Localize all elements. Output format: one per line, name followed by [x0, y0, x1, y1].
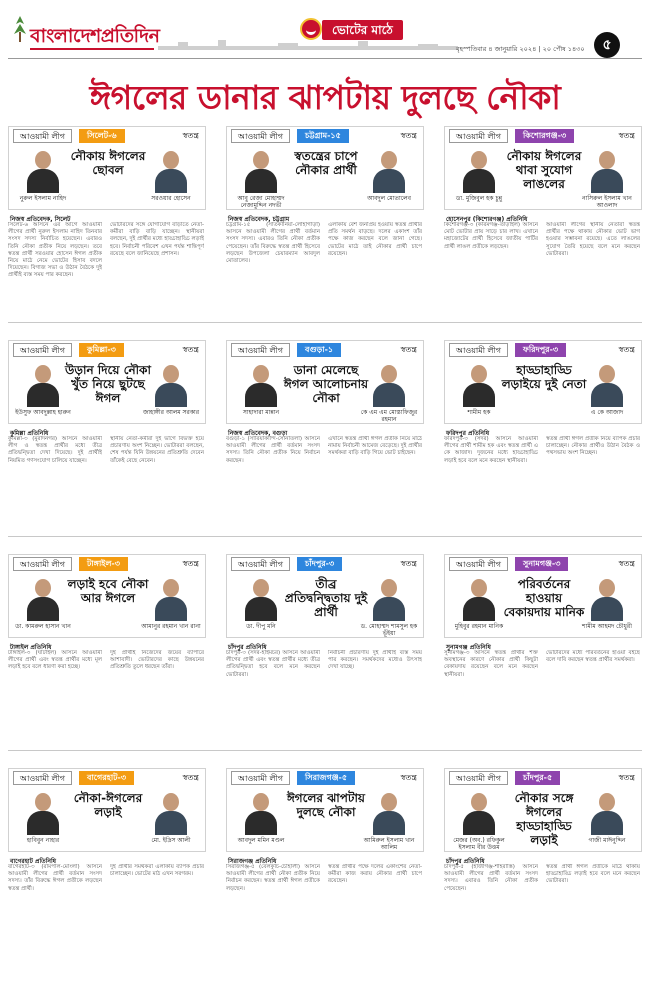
party-label: আওয়ামী লীগ — [449, 557, 508, 571]
candidate-photo-left — [459, 145, 499, 193]
party-label: আওয়ামী লীগ — [231, 771, 290, 785]
candidate-name-right: সরওয়ার হোসেন — [151, 195, 191, 202]
story-byline: হোসেনপুর (কিশোরগঞ্জ) প্রতিনিধি — [446, 216, 528, 223]
portrait-shape — [253, 365, 269, 383]
portrait-shape — [373, 811, 405, 835]
story-title[interactable]: নৌকায় ঈগলের থাবা সুযোগ লাঙলের — [506, 149, 582, 191]
story-card[interactable] — [226, 340, 424, 548]
portrait-shape — [599, 151, 615, 169]
row-divider — [8, 750, 642, 751]
story-title[interactable]: নৌকার সঙ্গে ঈগলের হাড্ডাহাড্ডি লড়াই — [514, 791, 574, 847]
candidate-photo-right — [369, 787, 409, 835]
portrait-shape — [163, 793, 179, 811]
portrait-shape — [471, 793, 487, 811]
story-text: স্বতন্ত্র প্রার্থী ঈগল প্রতীকে মাঠে থাকায় হাড্ডাহাড্ডি লড়াই হবে বলে মনে করছেন ভোটাররা। — [546, 864, 640, 885]
story-text: এলাকায় বেশ জনপ্রিয় হওয়ায় স্বতন্ত্র প্রার্থীর প্রতি সমর্থন বাড়ছে। দলের একাংশ তাঁর পক্ষে কাজ করছেন বলে জানা গেছে। ভোটের মাঠে তাই নৌকার প্রার্থী চাপে রয়েছেন। — [328, 222, 422, 257]
candidate-name-left: মুহিবুর রহমান মানিক — [454, 623, 504, 630]
candidate-photo-right — [369, 359, 409, 407]
portrait-shape — [471, 365, 487, 383]
story-text-column-2 — [546, 222, 640, 332]
candidate-photo-left — [459, 359, 499, 407]
independent-label: স্বতন্ত্র — [182, 345, 199, 354]
portrait-shape — [463, 811, 495, 835]
row-divider — [8, 536, 642, 537]
candidate-photo-left — [23, 573, 63, 621]
election-emblem-icon — [300, 18, 322, 40]
story-byline: নিজস্ব প্রতিবেদক, চট্টগ্রাম — [228, 216, 290, 223]
party-label: আওয়ামী লীগ — [231, 343, 290, 357]
story-text: চট্টগ্রাম-১৫ (সাতকানিয়া-লোহাগাড়া) আসনে আওয়ামী লীগের প্রার্থী বর্তমান সংসদ সদস্য। এবারও তিনি নৌকা প্রতীক পেয়েছেন। তাঁর বিরুদ্ধে স্বতন্ত্র প্রার্থী হিসেবে লড়ছেন উপজেলা চেয়ারম্যান আবদুল মোতালেব। — [226, 222, 320, 265]
portrait-shape — [381, 793, 397, 811]
portrait-shape — [155, 169, 187, 193]
story-title[interactable]: নৌকা-ঈগলের লড়াই — [73, 791, 143, 819]
candidate-name-right: গাজী মাঈনুদ্দিন — [588, 837, 626, 844]
party-label: আওয়ামী লীগ — [231, 557, 290, 571]
candidate-photo-left — [459, 573, 499, 621]
candidate-name-right: শামীম আহমদ চৌধুরী — [582, 623, 632, 630]
story-title[interactable]: লড়াই হবে নৌকা আর ঈগলে — [67, 577, 149, 605]
story-byline: কুমিল্লা প্রতিনিধি — [10, 430, 49, 437]
constituency-tag: কুমিল্লা-৩ — [79, 343, 124, 357]
portrait-shape — [35, 793, 51, 811]
candidate-photo-right — [587, 359, 627, 407]
portrait-shape — [591, 597, 623, 621]
portrait-shape — [381, 365, 397, 383]
story-text: এখানে স্বতন্ত্র প্রার্থী ঈগল প্রতীক নিয়ে মাঠে নামায় নির্বাচনী আমেজ বেড়েছে। দুই প্রার্থীর সমর্থকরা বাড়ি বাড়ি গিয়ে ভোট চাইছেন। — [328, 436, 422, 457]
story-text: স্বতন্ত্র প্রার্থী ঈগল প্রতীক নিয়ে ব্যাপক প্রচার চালাচ্ছেন। নৌকার প্রার্থীও উঠান বৈঠক ও পথসভায় অংশ নিচ্ছেন। — [546, 436, 640, 457]
portrait-shape — [591, 811, 623, 835]
portrait-shape — [471, 151, 487, 169]
party-label: আওয়ামী লীগ — [449, 343, 508, 357]
candidate-name-left: আবু রেজা মোহাম্মদ নেজামুদ্দিন নদভী — [237, 195, 285, 209]
story-text: সুনামগঞ্জ-৩ আসনে স্বতন্ত্র প্রার্থীর শক্ত অবস্থানের কারণে নৌকার প্রার্থী কিছুটা বেকায়দায় রয়েছেন বলে মনে করছেন স্থানীয়রা। — [444, 650, 538, 678]
portrait-shape — [591, 383, 623, 407]
story-title[interactable]: তীব্র প্রতিদ্বন্দ্বিতায় দুই প্রার্থী — [284, 577, 368, 619]
independent-label: স্বতন্ত্র — [400, 131, 417, 140]
candidate-name-left: ডা. দীপু মনি — [246, 623, 276, 630]
candidate-name-right: মো. ইদ্রিস আলী — [151, 837, 191, 844]
portrait-shape — [381, 151, 397, 169]
story-text-column-1 — [8, 222, 102, 332]
story-text: দুই প্রার্থীর সমর্থকরা এলাকায় ব্যাপক প্রচার চালাচ্ছেন। ভোটের মাঠ এখন সরগরম। — [110, 864, 204, 878]
story-byline: টাঙ্গাইল প্রতিনিধি — [10, 644, 52, 651]
card-header-frame — [444, 554, 642, 638]
independent-label: স্বতন্ত্র — [182, 559, 199, 568]
portrait-shape — [35, 579, 51, 597]
candidate-photo-left — [23, 145, 63, 193]
candidate-photo-left — [241, 359, 281, 407]
candidate-photo-right — [587, 145, 627, 193]
portrait-shape — [163, 151, 179, 169]
independent-label: স্বতন্ত্র — [400, 773, 417, 782]
portrait-shape — [471, 579, 487, 597]
story-text-column-2 — [328, 864, 422, 974]
story-text: চাঁদপুর-৫ (হাজীগঞ্জ-শাহরাস্তি) আসনে আওয়ামী লীগের প্রার্থী বর্তমান সংসদ সদস্য। এবারও তিনি নৌকা প্রতীক পেয়েছেন। — [444, 864, 538, 892]
candidate-name-right: নাসিরুল ইসলাম খান আওলাদ — [582, 195, 632, 209]
brand-name-part2: প্রতিদিন — [100, 25, 160, 47]
story-text: নির্বাচনী প্রচারণায় দুই প্রার্থীই ব্যস্ত সময় পার করছেন। সমর্থকদের মধ্যেও উৎসাহ দেখা যাচ্ছে। — [328, 650, 422, 671]
story-text: সিরাজগঞ্জ-৫ (বেলকুচি-চৌহালী) আসনে আওয়ামী লীগের প্রার্থী নৌকা প্রতীক নিয়ে নির্বাচন করছেন। স্বতন্ত্র প্রার্থী ঈগল প্রতীকে লড়ছেন। — [226, 864, 320, 892]
independent-label: স্বতন্ত্র — [182, 131, 199, 140]
candidate-name-right: আবদুল মোতালেব — [367, 195, 411, 202]
portrait-shape — [245, 597, 277, 621]
story-byline: চাঁদপুর প্রতিনিধি — [228, 644, 267, 651]
candidate-name-left: মেজর (অব.) রফিকুল ইসলাম বীর উত্তম — [453, 837, 505, 851]
story-text-column-1 — [226, 222, 320, 332]
portrait-shape — [373, 383, 405, 407]
portrait-shape — [381, 579, 397, 597]
candidate-name-left: ডা. মুজিবুল হক চুন্নু — [455, 195, 503, 202]
candidate-photo-right — [151, 787, 191, 835]
card-header-frame — [226, 554, 424, 638]
constituency-tag: চট্টগ্রাম-১৫ — [297, 129, 349, 143]
portrait-shape — [373, 169, 405, 193]
portrait-shape — [463, 597, 495, 621]
card-header-frame — [226, 768, 424, 852]
constituency-tag: বাগেরহাট-৩ — [79, 771, 134, 785]
story-card[interactable] — [8, 340, 206, 548]
story-card[interactable] — [226, 554, 424, 762]
card-header-frame — [444, 126, 642, 210]
candidate-photo-left — [23, 787, 63, 835]
independent-label: স্বতন্ত্র — [182, 773, 199, 782]
story-text-column-2 — [546, 650, 640, 760]
portrait-shape — [591, 169, 623, 193]
portrait-shape — [599, 793, 615, 811]
portrait-shape — [245, 383, 277, 407]
candidate-photo-right — [587, 787, 627, 835]
story-text-column-1 — [8, 864, 102, 974]
story-byline: ফরিদপুর প্রতিনিধি — [446, 430, 490, 437]
story-card[interactable] — [444, 126, 642, 334]
constituency-tag: সিরাজগঞ্জ-৫ — [297, 771, 355, 785]
portrait-shape — [35, 365, 51, 383]
story-text-column-2 — [546, 864, 640, 974]
independent-label: স্বতন্ত্র — [618, 773, 635, 782]
story-title[interactable]: উড়ান দিয়ে নৌকা খুঁত নিয়ে ছুটছে ঈগল — [65, 363, 151, 405]
story-text-column-2 — [328, 436, 422, 546]
constituency-tag: ফরিদপুর-৩ — [515, 343, 566, 357]
constituency-tag: কিশোরগঞ্জ-৩ — [515, 129, 574, 143]
brand-underline — [30, 48, 154, 50]
story-text: ফরিদপুর-৩ (সদর) আসনে আওয়ামী লীগের প্রার্থী শামীম হক এবং স্বতন্ত্র প্রার্থী এ কে আজাদ। দুজনের মধ্যে হাড্ডাহাড্ডি লড়াই হবে বলে মনে করছেন স্থানীয়রা। — [444, 436, 538, 464]
candidate-name-left: নুরুল ইসলাম নাহিদ — [19, 195, 67, 202]
masthead-divider — [8, 58, 642, 59]
portrait-shape — [155, 811, 187, 835]
candidate-name-left: আবদুল মমিন মণ্ডল — [237, 837, 285, 844]
story-text-column-2 — [110, 650, 204, 760]
story-text-column-2 — [110, 864, 204, 974]
constituency-tag: বগুড়া-১ — [297, 343, 341, 357]
portrait-shape — [253, 579, 269, 597]
constituency-tag: সুনামগঞ্জ-৩ — [515, 557, 568, 571]
story-card[interactable] — [8, 554, 206, 762]
independent-label: স্বতন্ত্র — [400, 345, 417, 354]
story-text-column-1 — [8, 650, 102, 760]
story-card[interactable] — [226, 126, 424, 334]
story-byline: সিরাজগঞ্জ প্রতিনিধি — [228, 858, 277, 865]
story-text-column-1 — [8, 436, 102, 546]
candidate-name-left: শামীম হক — [467, 409, 491, 416]
story-text: ভোটারদের মধ্যে পরিবর্তনের হাওয়া বইছে বলে দাবি করছেন স্বতন্ত্র প্রার্থীর সমর্থকরা। — [546, 650, 640, 664]
dateline: বৃহস্পতিবার ৪ জানুয়ারি ২০২৪ | ২০ পৌষ ১৪৩০ — [456, 45, 585, 53]
candidate-photo-right — [151, 359, 191, 407]
story-text-column-1 — [226, 436, 320, 546]
card-header-frame — [226, 126, 424, 210]
portrait-shape — [253, 793, 269, 811]
portrait-shape — [27, 811, 59, 835]
independent-label: স্বতন্ত্র — [400, 559, 417, 568]
story-text-column-1 — [444, 864, 538, 974]
candidate-photo-right — [369, 573, 409, 621]
portrait-shape — [27, 169, 59, 193]
card-header-frame — [226, 340, 424, 424]
story-text: বগুড়া-১ (সারিয়াকান্দি-সোনাতলা) আসনে আওয়ামী লীগের প্রার্থী বর্তমান সংসদ সদস্য। তিনি নৌকা প্রতীক নিয়ে নির্বাচন করছেন। — [226, 436, 320, 464]
independent-label: স্বতন্ত্র — [618, 559, 635, 568]
candidate-name-right: কে এম এম মোস্তাফিজুর রহমান — [360, 409, 418, 423]
independent-label: স্বতন্ত্র — [618, 131, 635, 140]
story-text-column-1 — [444, 436, 538, 546]
story-text: চাঁদপুর-৩ (সদর-হাইমচর) আসনে আওয়ামী লীগের প্রার্থী এবং স্বতন্ত্র প্রার্থীর মধ্যে তীব্র প্রতিদ্বন্দ্বিতা হবে বলে মনে করছেন ভোটাররা। — [226, 650, 320, 678]
candidate-name-right: আমিরুল ইসলাম খান আলিম — [363, 837, 415, 851]
story-text-column-2 — [328, 222, 422, 332]
independent-label: স্বতন্ত্র — [618, 345, 635, 354]
story-text: ভোটারদের সঙ্গে যোগাযোগ বাড়াতে নেতা-কর্মীরা বাড়ি বাড়ি যাচ্ছেন। স্থানীয়রা বলছেন, দুই প্রার্থীর মধ্যে হাড্ডাহাড্ডি লড়াই হবে। নির্বাচনী পরিবেশ এখন পর্যন্ত শান্তিপূর্ণ রয়েছে বলে জানিয়েছে প্রশাসন। — [110, 222, 204, 257]
candidate-photo-left — [23, 359, 63, 407]
candidate-name-right: আমানুর রহমান খান রানা — [141, 623, 201, 630]
card-header-frame — [8, 126, 206, 210]
party-label: আওয়ামী লীগ — [449, 129, 508, 143]
portrait-shape — [163, 365, 179, 383]
story-text-column-1 — [226, 864, 320, 974]
story-title[interactable]: স্বতন্ত্রের চাপে নৌকার প্রার্থী — [294, 149, 358, 177]
candidate-photo-right — [369, 145, 409, 193]
constituency-tag: চাঁদপুর-৫ — [515, 771, 560, 785]
candidate-photo-right — [151, 145, 191, 193]
candidate-photo-left — [241, 145, 281, 193]
story-text-column-2 — [546, 436, 640, 546]
candidate-photo-left — [241, 573, 281, 621]
portrait-shape — [245, 811, 277, 835]
brand-name-part1: বাংলাদেশ — [30, 25, 101, 47]
card-header-frame — [444, 768, 642, 852]
main-headline: ঈগলের ডানার ঝাপটায় দুলছে নৌকা — [89, 78, 561, 117]
candidate-name-left: ইউসুফ আবদুল্লাহ হারুন — [15, 409, 71, 416]
story-card[interactable] — [444, 768, 642, 976]
portrait-shape — [155, 383, 187, 407]
candidate-photo-left — [459, 787, 499, 835]
story-card[interactable] — [226, 768, 424, 976]
party-label: আওয়ামী লীগ — [13, 557, 72, 571]
portrait-shape — [599, 365, 615, 383]
party-label: আওয়ামী লীগ — [231, 129, 290, 143]
story-text: বাগেরহাট-৩ (রামপাল-মোংলা) আসনে আওয়ামী লীগের প্রার্থী বর্তমান সংসদ সদস্য। তাঁর বিরুদ্ধে ঈগল প্রতীকে লড়ছেন স্বতন্ত্র প্রার্থী। — [8, 864, 102, 892]
story-title[interactable]: হাড্ডাহাড্ডি লড়াইয়ে দুই নেতা — [501, 363, 587, 391]
story-card[interactable] — [8, 768, 206, 976]
story-byline: নিজস্ব প্রতিবেদক, বগুড়া — [228, 430, 288, 437]
story-text: টাঙ্গাইল-৩ (ঘাটাইল) আসনে আওয়ামী লীগের প্রার্থী এবং স্বতন্ত্র প্রার্থীর মধ্যে মূল লড়াই হবে বলে ধারণা করা হচ্ছে। — [8, 650, 102, 671]
story-text-column-1 — [444, 650, 538, 760]
card-header-frame — [8, 768, 206, 852]
portrait-shape — [463, 383, 495, 407]
party-label: আওয়ামী লীগ — [13, 771, 72, 785]
story-title[interactable]: ঈগলের ঝাপটায় দুলছে নৌকা — [286, 791, 366, 819]
portrait-shape — [27, 597, 59, 621]
candidate-photo-right — [587, 573, 627, 621]
story-text-column-1 — [444, 222, 538, 332]
section-banner: ভোটের মাঠে — [322, 20, 403, 40]
candidate-name-right: এ কে আজাদ — [590, 409, 624, 416]
portrait-shape — [463, 169, 495, 193]
party-label: আওয়ামী লীগ — [13, 129, 72, 143]
story-title[interactable]: নৌকায় ঈগলের ছোবল — [70, 149, 146, 177]
story-card[interactable] — [8, 126, 206, 334]
story-byline: বাগেরহাট প্রতিনিধি — [10, 858, 57, 865]
constituency-tag: সিলেট-৬ — [79, 129, 125, 143]
candidate-name-left: ডা. কামরুল হাসান খান — [15, 623, 71, 630]
candidate-name-right: জাহাঙ্গীর আলম সরকার — [142, 409, 200, 416]
portrait-shape — [163, 579, 179, 597]
story-text: কিশোরগঞ্জ-৩ (করিমগঞ্জ-তাড়াইল) আসনে মোট ভোটার প্রায় সাড়ে চার লাখ। এখানে মহাজোটের প্রার্থী হিসেবে জাতীয় পার্টির প্রার্থী লাঙল প্রতীকে লড়ছেন। — [444, 222, 538, 250]
story-byline: সুনামগঞ্জ প্রতিনিধি — [446, 644, 491, 651]
portrait-shape — [245, 169, 277, 193]
row-divider — [8, 322, 642, 323]
candidate-name-left: হাবিবুন নাহার — [26, 837, 60, 844]
portrait-shape — [155, 597, 187, 621]
portrait-shape — [599, 579, 615, 597]
story-byline: নিজস্ব প্রতিবেদক, সিলেট — [10, 216, 71, 223]
story-text: সিলেট-৬ আসনে এর আগে আওয়ামী লীগের প্রার্থী নুরুল ইসলাম নাহিদ তিনবার সংসদ সদস্য নির্বাচিত হয়েছেন। এবারও তিনি নৌকা প্রতীক নিয়ে লড়ছেন। তবে স্বতন্ত্র প্রার্থী সরওয়ার হোসেন ঈগল প্রতীক নিয়ে মাঠে নেমে ভোটের হিসাব বদলে দিয়েছেন। বিগাজ সভা ও উঠান বৈঠকে দুই প্রার্থীই ব্যস্ত সময় পার করছেন। — [8, 222, 102, 279]
story-text-column-2 — [110, 436, 204, 546]
candidate-name-left: সাহাদারা মান্নান — [242, 409, 280, 416]
card-header-frame — [8, 340, 206, 424]
story-text-column-2 — [110, 222, 204, 332]
candidate-photo-left — [241, 787, 281, 835]
portrait-shape — [27, 383, 59, 407]
story-title[interactable]: পরিবর্তনের হাওয়ায় বেকায়দায় মানিক — [503, 577, 585, 619]
story-card[interactable] — [444, 340, 642, 548]
portrait-shape — [373, 597, 405, 621]
story-card[interactable] — [444, 554, 642, 762]
card-header-frame — [444, 340, 642, 424]
card-header-frame — [8, 554, 206, 638]
story-text: কুমিল্লা-৩ (মুরাদনগর) আসনে আওয়ামী লীগ ও স্বতন্ত্র প্রার্থীর মধ্যে তীব্র প্রতিদ্বন্দ্বিতা দেখা দিয়েছে। দুই প্রার্থীই নিয়মিত গণসংযোগ চালিয়ে যাচ্ছেন। — [8, 436, 102, 464]
portrait-shape — [35, 151, 51, 169]
story-text: আওয়ামী লীগের স্থানীয় নেতারা স্বতন্ত্র প্রার্থীর পক্ষে থাকায় নৌকার ভোট ভাগ হওয়ার সম্ভাবনা রয়েছে। এতে লাঙলের সুযোগ তৈরি হয়েছে বলে মনে করছেন ভোটাররা। — [546, 222, 640, 257]
story-text: দুই প্রার্থীই নিজেদের জয়ের ব্যাপারে আশাবাদী। ভোটারদের কাছে উন্নয়নের প্রতিশ্রুতি তুলে ধরছেন তাঁরা। — [110, 650, 204, 671]
masthead — [8, 8, 642, 60]
story-text-column-1 — [226, 650, 320, 760]
story-title[interactable]: ডানা মেলেছে ঈগল আলোচনায় নৌকা — [283, 363, 369, 405]
candidate-photo-right — [151, 573, 191, 621]
portrait-shape — [253, 151, 269, 169]
story-text: স্থানীয় নেতা-কর্মীরা দুই ভাগে বিভক্ত হয়ে প্রচারণায় অংশ নিচ্ছেন। ভোটাররা বলছেন, শেষ পর্যন্ত যিনি উন্নয়নের প্রতিশ্রুতি দেবেন তাঁকেই বেছে নেবেন। — [110, 436, 204, 464]
story-text: স্বতন্ত্র প্রার্থীর পক্ষে দলের একাংশের নেতা-কর্মীরা কাজ করায় নৌকার প্রার্থী চাপে রয়েছেন। — [328, 864, 422, 885]
brand-decoration-icon — [10, 14, 30, 44]
party-label: আওয়ামী লীগ — [13, 343, 72, 357]
story-byline: চাঁদপুর প্রতিনিধি — [446, 858, 485, 865]
page-number: ৫ — [594, 32, 620, 58]
constituency-tag: চাঁদপুর-৩ — [297, 557, 342, 571]
party-label: আওয়ামী লীগ — [449, 771, 508, 785]
story-text-column-2 — [328, 650, 422, 760]
constituency-tag: টাঙ্গাইল-৩ — [79, 557, 128, 571]
candidate-name-right: ড. মোহাম্মদ শামসুল হক ভূঁইয়া — [360, 623, 418, 637]
